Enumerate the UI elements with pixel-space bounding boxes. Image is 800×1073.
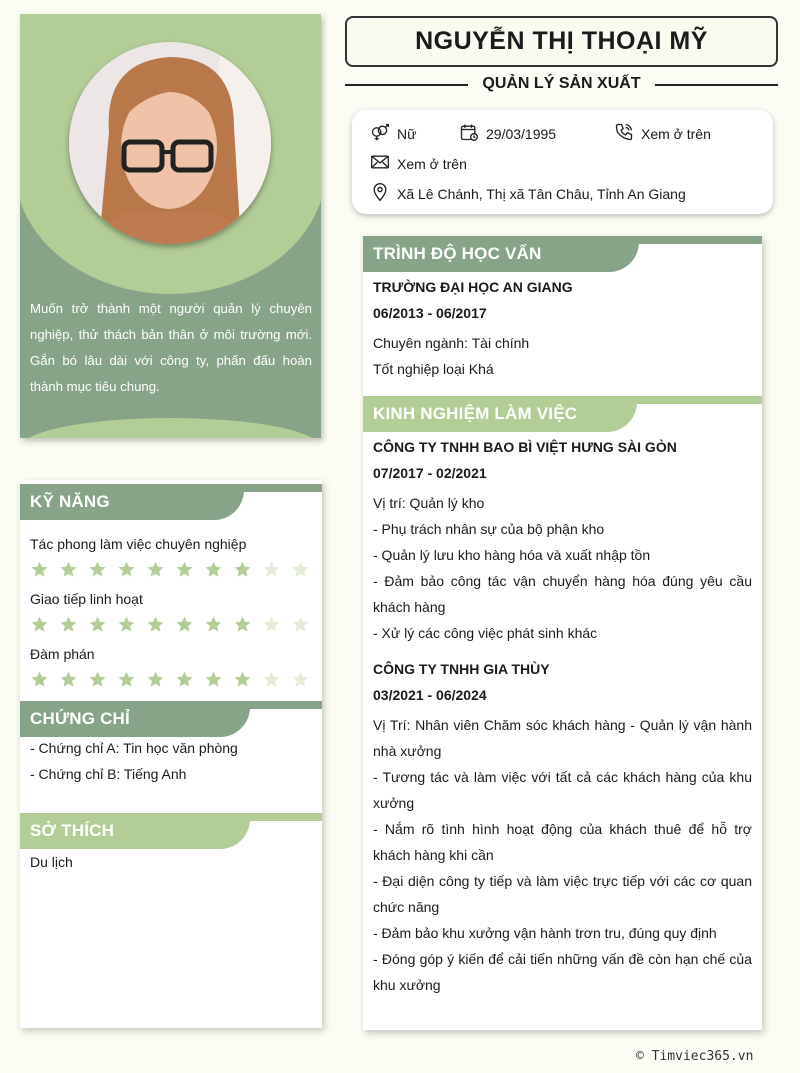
- star-icon: [233, 670, 252, 689]
- star-icon: [146, 560, 165, 579]
- profile-panel: [20, 14, 321, 438]
- education-period: 06/2013 - 06/2017: [373, 305, 487, 321]
- skills-title: KỸ NĂNG: [30, 492, 110, 511]
- job-line: Vị Trí: Nhân viên Chăm sóc khách hàng - Quản lý vận hành nhà xưởng: [373, 717, 752, 759]
- skill-name: Đàm phán: [30, 646, 95, 662]
- job-line: - Đảm bảo khu xưởng vận hành trơn tru, đúng quy định: [373, 925, 717, 941]
- job-title-row: [345, 73, 778, 97]
- star-icon: [233, 560, 252, 579]
- gender-icon: [370, 122, 390, 145]
- certificates-header: [20, 701, 322, 737]
- star-icon: [175, 560, 194, 579]
- school-name: TRƯỜNG ĐẠI HỌC AN GIANG: [373, 279, 573, 295]
- right-sections-card: [363, 236, 762, 1030]
- location-icon: [370, 182, 390, 205]
- job-line: - Xử lý các công việc phát sinh khác: [373, 625, 598, 641]
- star-icon: [291, 670, 310, 689]
- star-icon: [88, 560, 107, 579]
- hobbies-title: SỞ THÍCH: [30, 821, 115, 840]
- skill-rating: [30, 560, 312, 579]
- job-line: - Nắm rõ tình hình hoạt động của khách thuê để hỗ trợ khách hàng khi cần: [373, 821, 752, 863]
- list-item: - Chứng chỉ B: Tiếng Anh: [30, 766, 187, 782]
- skill-rating: [30, 670, 312, 689]
- panel-bottom-arc: [20, 418, 321, 438]
- avatar-illustration: [69, 42, 271, 244]
- contact-birthday: [459, 122, 556, 145]
- birthday-value: 29/03/1995: [486, 125, 557, 142]
- star-icon: [30, 560, 49, 579]
- certificates-title: CHỨNG CHỈ: [30, 709, 130, 728]
- job-title: QUẢN LÝ SẢN XUẤT: [468, 75, 654, 92]
- job-line: - Đóng góp ý kiến để cải tiến những vấn đề còn hạn chế của khu xưởng: [373, 951, 752, 993]
- job-line: - Tương tác và làm việc với tất cả các khách hàng của khu xưởng: [373, 769, 752, 811]
- star-icon: [117, 615, 136, 634]
- certificates-list: [20, 735, 322, 787]
- star-icon: [59, 670, 78, 689]
- skill-item: [30, 591, 312, 634]
- job-period: 07/2017 - 02/2021: [373, 465, 487, 481]
- star-icon: [117, 560, 136, 579]
- skills-header: [20, 484, 322, 520]
- full-name: NGUYỄN THỊ THOẠI MỸ: [345, 16, 778, 67]
- skill-item: [30, 646, 312, 689]
- education-line: Chuyên ngành: Tài chính: [373, 335, 530, 351]
- experience-body: [363, 432, 762, 998]
- email-icon: [370, 152, 390, 175]
- contact-gender: [370, 122, 416, 145]
- star-icon: [204, 615, 223, 634]
- contact-card: [352, 110, 773, 214]
- job-line: - Phụ trách nhân sự của bộ phận kho: [373, 521, 605, 537]
- star-icon: [175, 670, 194, 689]
- address-value: Xã Lê Chánh, Thị xã Tân Châu, Tỉnh An Giang: [397, 185, 686, 202]
- contact-phone: [614, 122, 711, 145]
- left-sections-card: [20, 480, 322, 1028]
- star-icon: [291, 560, 310, 579]
- star-icon: [262, 670, 281, 689]
- education-line: Tốt nghiệp loại Khá: [373, 361, 494, 377]
- experience-title: KINH NGHIỆM LÀM VIỆC: [373, 404, 578, 423]
- star-icon: [291, 615, 310, 634]
- job-line: - Đại diện công ty tiếp và làm việc trực tiếp với các cơ quan chức năng: [373, 873, 752, 915]
- phone-value: Xem ở trên: [641, 125, 711, 142]
- hobbies-list: [20, 849, 322, 875]
- star-icon: [204, 560, 223, 579]
- calendar-icon: [459, 122, 479, 145]
- job-line: Vị trí: Quản lý kho: [373, 495, 485, 511]
- star-icon: [233, 615, 252, 634]
- skill-name: Giao tiếp linh hoạt: [30, 591, 143, 607]
- star-icon: [262, 615, 281, 634]
- star-icon: [117, 670, 136, 689]
- education-body: [363, 272, 762, 382]
- job-entry: [373, 656, 752, 998]
- education-title: TRÌNH ĐỘ HỌC VẤN: [373, 244, 542, 263]
- company-name: CÔNG TY TNHH GIA THÙY: [373, 661, 550, 677]
- star-icon: [146, 615, 165, 634]
- job-period: 03/2021 - 06/2024: [373, 687, 487, 703]
- experience-header: [363, 396, 762, 432]
- skill-name: Tác phong làm việc chuyên nghiệp: [30, 536, 247, 552]
- skills-list: [20, 520, 322, 689]
- list-item: - Chứng chỉ A: Tin học văn phòng: [30, 740, 238, 756]
- star-icon: [30, 670, 49, 689]
- star-icon: [262, 560, 281, 579]
- education-header: [363, 236, 762, 272]
- contact-email: [370, 152, 467, 175]
- star-icon: [88, 670, 107, 689]
- star-icon: [59, 615, 78, 634]
- job-entry: [373, 434, 752, 646]
- star-icon: [88, 615, 107, 634]
- star-icon: [204, 670, 223, 689]
- job-line: - Quản lý lưu kho hàng hóa và xuất nhập tồn: [373, 547, 651, 563]
- star-icon: [146, 670, 165, 689]
- company-name: CÔNG TY TNHH BAO BÌ VIỆT HƯNG SÀI GÒN: [373, 439, 677, 455]
- star-icon: [59, 560, 78, 579]
- gender-value: Nữ: [397, 125, 417, 142]
- job-line: - Đảm bảo công tác vận chuyển hàng hóa đúng yêu cầu khách hàng: [373, 573, 752, 615]
- skill-rating: [30, 615, 312, 634]
- phone-icon: [614, 122, 634, 145]
- list-item: Du lịch: [30, 854, 73, 870]
- contact-address: [370, 182, 686, 205]
- avatar: [69, 42, 271, 244]
- star-icon: [30, 615, 49, 634]
- skill-item: [30, 536, 312, 579]
- email-value: Xem ở trên: [397, 155, 467, 172]
- star-icon: [175, 615, 194, 634]
- footer-credit: © Timviec365.vn: [636, 1049, 754, 1064]
- hobbies-header: [20, 813, 322, 849]
- career-objective: Muốn trở thành một người quản lý chuyên nghiệp, thử thách bản thân ở môi trường mới. Gắn bó lâu dài với công ty, phấn đấu hoàn thành mục tiêu chung.: [30, 301, 312, 394]
